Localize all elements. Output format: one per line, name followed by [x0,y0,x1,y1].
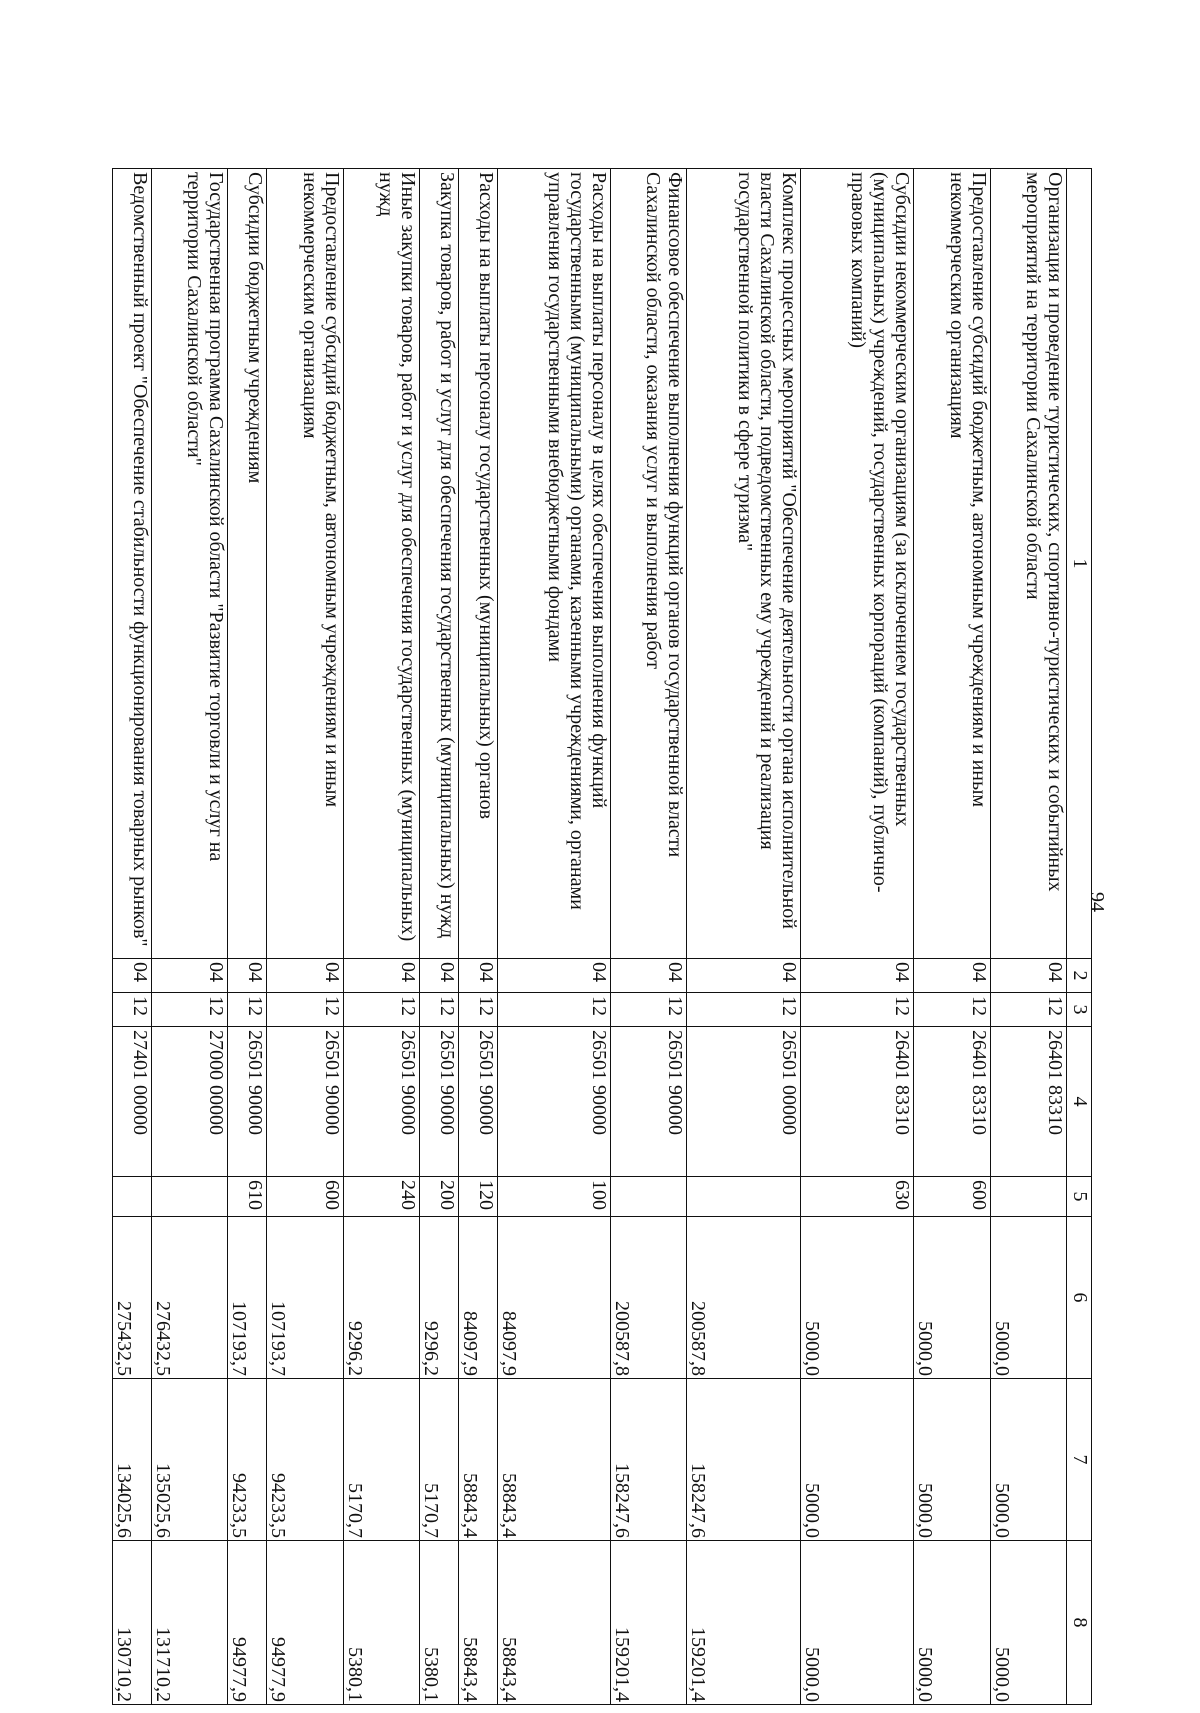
header-col-4: 4 [1067,1027,1092,1177]
row-section: 04 [611,959,687,993]
row-target-code: 26401 83310 [990,1027,1066,1177]
row-value-6: 84097,9 [458,1217,497,1379]
table-row [687,169,801,1705]
row-target-code: 26501 90000 [267,1027,343,1177]
row-expense-type [990,1177,1066,1217]
row-section: 04 [113,959,152,993]
row-expense-type [687,1177,801,1217]
header-col-5: 5 [1067,1177,1092,1217]
row-value-6: 107193,7 [267,1217,343,1379]
row-expense-type [611,1177,687,1217]
table-row [343,169,419,1705]
row-target-code: 26401 83310 [800,1027,914,1177]
row-section: 04 [152,959,228,993]
row-value-8: 5000,0 [800,1541,914,1705]
row-name: Организация и проведение туристических, спортивно-туристических и событийных мероприятий на территории Сахалинской области [990,169,1066,959]
row-section: 04 [343,959,419,993]
header-col-2: 2 [1067,959,1092,993]
row-name: Предоставление субсидий бюджетным, автономным учреждениям и иным некоммерческим организациям [267,169,343,959]
row-value-6: 275432,5 [113,1217,152,1379]
row-value-6: 200587,8 [687,1217,801,1379]
row-subsection: 12 [113,993,152,1027]
row-target-code: 26401 83310 [914,1027,990,1177]
row-expense-type [113,1177,152,1217]
row-expense-type [152,1177,228,1217]
row-section: 04 [267,959,343,993]
row-target-code: 26501 90000 [228,1027,267,1177]
row-value-8: 131710,2 [152,1541,228,1705]
row-section: 04 [419,959,458,993]
row-subsection: 12 [343,993,419,1027]
row-expense-type: 120 [458,1177,497,1217]
row-value-8: 130710,2 [113,1541,152,1705]
row-value-8: 159201,4 [611,1541,687,1705]
row-target-code: 27401 00000 [113,1027,152,1177]
row-target-code: 26501 90000 [458,1027,497,1177]
row-value-6: 107193,7 [228,1217,267,1379]
row-value-8: 58843,4 [458,1541,497,1705]
row-section: 04 [228,959,267,993]
row-name: Комплекс процессных мероприятий "Обеспечение деятельности органа исполнительной власти Сахалинской области, подведомственных ему учреждений и реализация государственной политики в сфере туризма" [687,169,801,959]
row-value-6: 9296,2 [419,1217,458,1379]
row-subsection: 12 [990,993,1066,1027]
row-value-8: 5000,0 [914,1541,990,1705]
header-col-3: 3 [1067,993,1092,1027]
row-name: Субсидии некоммерческим организациям (за исключением государственных (муниципальных) учреждений, государственных корпораций (компаний), публично-правовых компаний) [800,169,914,959]
table-row [497,169,611,1705]
row-target-code: 26501 90000 [611,1027,687,1177]
row-value-6: 276432,5 [152,1217,228,1379]
row-target-code: 26501 90000 [343,1027,419,1177]
table-row [914,169,990,1705]
row-name: Финансовое обеспечение выполнения функций органов государственной власти Сахалинской области, оказания услуг и выполнения работ [611,169,687,959]
row-name: Расходы на выплаты персоналу в целях обеспечения выполнения функций государственными (муниципальными) органами, казенными учреждениями, органами управления государственными внебюджетными фондами [497,169,611,959]
table-row [458,169,497,1705]
row-value-8: 5380,1 [419,1541,458,1705]
row-value-6: 200587,8 [611,1217,687,1379]
row-expense-type: 600 [267,1177,343,1217]
row-subsection: 12 [152,993,228,1027]
row-value-8: 5000,0 [990,1541,1066,1705]
row-value-7: 158247,6 [611,1379,687,1541]
row-value-7: 158247,6 [687,1379,801,1541]
row-value-7: 58843,4 [458,1379,497,1541]
row-value-7: 94233,5 [267,1379,343,1541]
header-col-8: 8 [1067,1541,1092,1705]
row-subsection: 12 [800,993,914,1027]
row-name: Предоставление субсидий бюджетным, автономным учреждениям и иным некоммерческим организациям [914,169,990,959]
row-value-8: 5380,1 [343,1541,419,1705]
table-row [419,169,458,1705]
row-value-6: 5000,0 [914,1217,990,1379]
row-target-code: 27000 00000 [152,1027,228,1177]
row-name: Иные закупки товаров, работ и услуг для обеспечения государственных (муниципальных) нужд [343,169,419,959]
row-subsection: 12 [228,993,267,1027]
row-expense-type: 100 [497,1177,611,1217]
table-row [990,169,1066,1705]
row-name: Закупка товаров, работ и услуг для обеспечения государственных (муниципальных) нужд [419,169,458,959]
row-section: 04 [497,959,611,993]
table-row [267,169,343,1705]
row-value-8: 58843,4 [497,1541,611,1705]
header-row [1067,169,1092,1705]
table-row [113,169,152,1705]
row-value-6: 5000,0 [990,1217,1066,1379]
row-name: Расходы на выплаты персоналу государственных (муниципальных) органов [458,169,497,959]
row-expense-type: 610 [228,1177,267,1217]
row-value-7: 135025,6 [152,1379,228,1541]
row-subsection: 12 [611,993,687,1027]
row-target-code: 26501 90000 [419,1027,458,1177]
row-subsection: 12 [458,993,497,1027]
row-subsection: 12 [687,993,801,1027]
row-subsection: 12 [497,993,611,1027]
row-section: 04 [458,959,497,993]
row-value-6: 9296,2 [343,1217,419,1379]
header-col-1: 1 [1067,169,1092,959]
table-row [611,169,687,1705]
row-target-code: 26501 00000 [687,1027,801,1177]
row-value-7: 94233,5 [228,1379,267,1541]
row-value-7: 58843,4 [497,1379,611,1541]
row-subsection: 12 [419,993,458,1027]
table-row [800,169,914,1705]
row-subsection: 12 [914,993,990,1027]
rotated-table-container [112,168,1092,1704]
row-name: Ведомственный проект "Обеспечение стабильности функционирования товарных рынков" [113,169,152,959]
row-value-8: 94977,9 [267,1541,343,1705]
row-value-8: 94977,9 [228,1541,267,1705]
row-value-8: 159201,4 [687,1541,801,1705]
row-expense-type: 240 [343,1177,419,1217]
row-value-7: 5000,0 [914,1379,990,1541]
row-value-7: 5000,0 [990,1379,1066,1541]
budget-table [112,168,1092,1705]
row-expense-type: 200 [419,1177,458,1217]
row-name: Субсидии бюджетным учреждениям [228,169,267,959]
row-value-7: 5170,7 [419,1379,458,1541]
row-expense-type: 630 [800,1177,914,1217]
row-value-7: 5170,7 [343,1379,419,1541]
page-number: 94 [1086,892,1108,912]
row-section: 04 [687,959,801,993]
header-col-7: 7 [1067,1379,1092,1541]
table-row [152,169,228,1705]
row-section: 04 [914,959,990,993]
row-name: Государственная программа Сахалинской области "Развитие торговли и услуг на территории Сахалинской области" [152,169,228,959]
row-expense-type: 600 [914,1177,990,1217]
row-section: 04 [800,959,914,993]
row-value-7: 134025,6 [113,1379,152,1541]
row-section: 04 [990,959,1066,993]
row-value-6: 84097,9 [497,1217,611,1379]
row-subsection: 12 [267,993,343,1027]
table-row [228,169,267,1705]
header-col-6: 6 [1067,1217,1092,1379]
row-value-6: 5000,0 [800,1217,914,1379]
row-target-code: 26501 90000 [497,1027,611,1177]
row-value-7: 5000,0 [800,1379,914,1541]
